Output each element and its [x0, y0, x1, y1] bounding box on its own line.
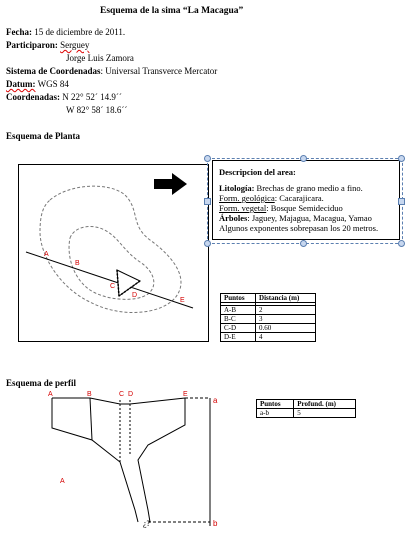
sistema-label: Sistema de Coordenadas: [6, 66, 101, 76]
b-drop-line: [90, 398, 92, 440]
description-extra: Algunos exponentes sobrepasan los 20 metros.: [219, 223, 379, 233]
table-header-row: [257, 400, 356, 409]
col-header-profund: Profund. (m): [294, 400, 356, 409]
perfil-heading: Esquema de perfil: [6, 378, 77, 388]
sistema-value: : Universal Transverce Mercator: [100, 66, 218, 76]
profile-label-b: B: [87, 391, 92, 398]
datum-value: WGS 84: [35, 79, 69, 89]
col-header-distancia: Distancia (m): [256, 294, 316, 303]
participant-serguey: Serguey: [60, 40, 90, 50]
datum-label: Datum:: [6, 79, 36, 89]
col-header-puntos: Puntos: [257, 400, 294, 409]
profile-label-a: A: [48, 391, 53, 398]
form-geologica-line: Form. geológica: Cacarajicara.: [219, 193, 324, 203]
table-row: a-b 5: [257, 409, 356, 418]
right-wall: [138, 398, 185, 522]
plan-label-a: A: [44, 251, 49, 258]
plan-label-b: B: [75, 260, 80, 267]
coordenadas-label: Coordenadas:: [6, 92, 61, 102]
profile-label-lower-b: b: [213, 519, 218, 528]
form-vegetal-line: Form. vegetal: Bosque Semideciduo: [219, 203, 343, 213]
table-row: B-C 3: [221, 315, 316, 324]
profile-label-c: C: [119, 391, 125, 398]
profile-label-e: E: [183, 391, 188, 398]
profile-label-lower-a: a: [213, 396, 218, 405]
col-header-puntos: Puntos: [221, 294, 256, 303]
coord-n: N 22° 52´ 14.9´´: [62, 92, 122, 102]
fecha-value: 15 de diciembre de 2011.: [34, 27, 126, 37]
fecha-label: Fecha:: [6, 27, 32, 37]
depth-table: [256, 399, 356, 418]
description-title: Descripcion del area:: [219, 167, 296, 177]
plan-label-e: E: [180, 297, 185, 304]
page-title: Esquema de la sima “La Macagua”: [100, 6, 244, 16]
arboles-line: Árboles: Jaguey, Majagua, Macagua, Yamao: [219, 213, 372, 223]
question-mark-label: ¿?: [143, 519, 151, 528]
profile-label-a-low: A: [60, 478, 65, 485]
left-wall: [52, 398, 138, 522]
table-row: C-D 0.60: [221, 324, 316, 333]
plan-label-c: C: [110, 283, 116, 290]
table-row: A-B 2: [221, 306, 316, 315]
planta-heading: Esquema de Planta: [6, 131, 81, 141]
plan-label-d: D: [132, 292, 138, 299]
participant-jorge: Jorge Luis Zamora: [66, 53, 134, 63]
table-row: D-E 4: [221, 333, 316, 342]
litologia-line: Litología: Brechas de grano medio a fino.: [219, 183, 363, 193]
participaron-label: Participaron:: [6, 40, 58, 50]
coord-w: W 82° 58´ 18.6´´: [66, 105, 128, 115]
profile-label-d: D: [128, 391, 134, 398]
